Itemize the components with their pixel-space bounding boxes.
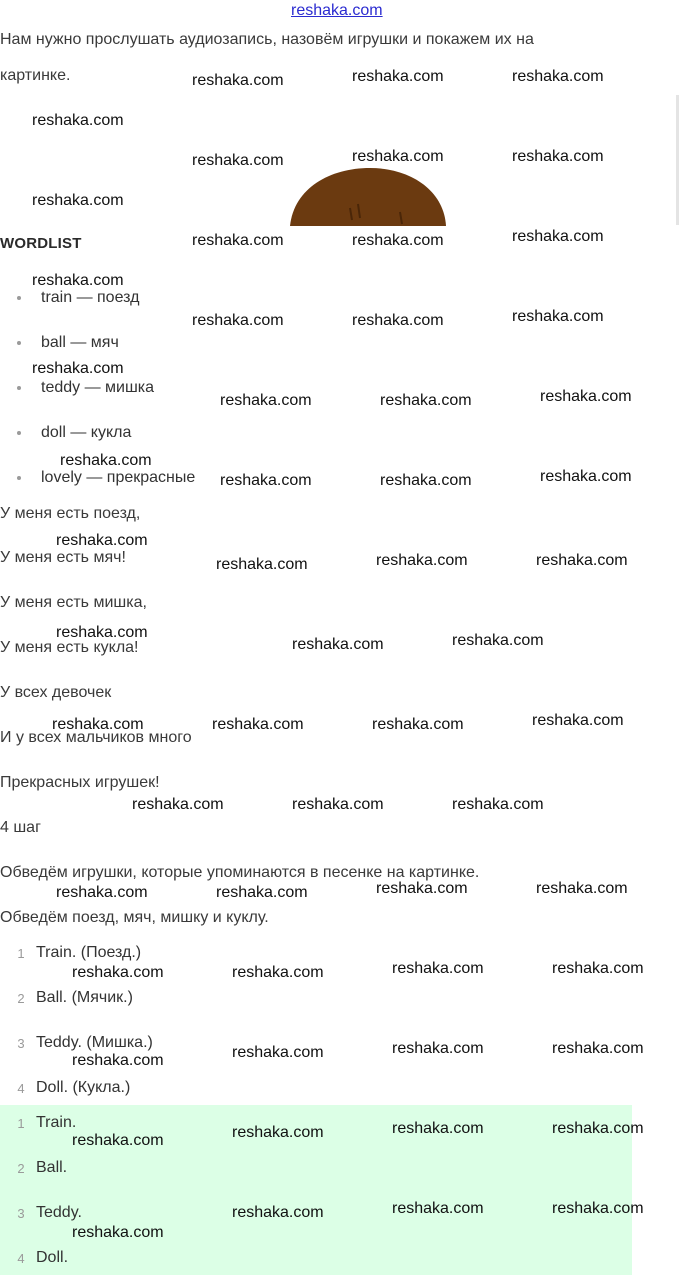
bullet [17, 296, 21, 300]
divider [676, 95, 679, 225]
wordlist-item: train — поезд [41, 289, 140, 306]
answer-item: Teddy. [36, 1204, 82, 1221]
list-number: 2 [17, 1161, 25, 1176]
intro-line-1: Нам нужно прослушать аудиозапись, назовём игрушки и покажем их на [0, 31, 534, 48]
watermark: reshaka.com [352, 232, 444, 249]
list-number: 3 [17, 1206, 25, 1221]
watermark: reshaka.com [512, 148, 604, 165]
list-number: 1 [17, 1116, 25, 1131]
watermark: reshaka.com [352, 148, 444, 165]
watermark: reshaka.com [192, 152, 284, 169]
watermark: reshaka.com [372, 716, 464, 733]
watermark: reshaka.com [380, 472, 472, 489]
site-link[interactable]: reshaka.com [291, 2, 383, 19]
watermark: reshaka.com [52, 716, 144, 733]
watermark: reshaka.com [536, 880, 628, 897]
watermark: reshaka.com [352, 312, 444, 329]
song-line: У меня есть кукла! [0, 639, 139, 656]
watermark: reshaka.com [512, 68, 604, 85]
step-title: 4 шаг [0, 819, 41, 836]
watermark: reshaka.com [292, 636, 384, 653]
bullet [17, 476, 21, 480]
wordlist-item: teddy — мишка [41, 379, 155, 396]
watermark: reshaka.com [220, 472, 312, 489]
watermark: reshaka.com [60, 452, 152, 469]
song-line: У всех девочек [0, 684, 112, 701]
wordlist-item: ball — мяч [41, 334, 119, 351]
watermark: reshaka.com [56, 624, 148, 641]
watermark: reshaka.com [232, 1204, 324, 1221]
watermark: reshaka.com [292, 796, 384, 813]
watermark: reshaka.com [216, 884, 308, 901]
watermark: reshaka.com [132, 796, 224, 813]
watermark: reshaka.com [392, 1120, 484, 1137]
watermark: reshaka.com [232, 1044, 324, 1061]
watermark: reshaka.com [72, 964, 164, 981]
watermark: reshaka.com [32, 272, 124, 289]
bullet [17, 341, 21, 345]
watermark: reshaka.com [532, 712, 624, 729]
watermark: reshaka.com [552, 1040, 644, 1057]
watermark: reshaka.com [512, 308, 604, 325]
watermark: reshaka.com [540, 468, 632, 485]
watermark: reshaka.com [72, 1052, 164, 1069]
list-item: Doll. (Кукла.) [36, 1079, 131, 1096]
wordlist-title: WORDLIST [0, 235, 82, 252]
watermark: reshaka.com [192, 232, 284, 249]
watermark: reshaka.com [352, 68, 444, 85]
watermark: reshaka.com [220, 392, 312, 409]
watermark: reshaka.com [212, 716, 304, 733]
list-number: 1 [17, 946, 25, 961]
watermark: reshaka.com [512, 228, 604, 245]
answer-item: Ball. [36, 1159, 68, 1176]
list-item: Teddy. (Мишка.) [36, 1034, 153, 1051]
watermark: reshaka.com [380, 392, 472, 409]
answer-item: Doll. [36, 1249, 69, 1266]
answer-item: Train. [36, 1114, 77, 1131]
song-line: У меня есть мишка, [0, 594, 147, 611]
song-line: И у всех мальчиков много [0, 729, 192, 746]
watermark: reshaka.com [56, 884, 148, 901]
list-number: 4 [17, 1251, 25, 1266]
list-number: 2 [17, 991, 25, 1006]
watermark: reshaka.com [192, 312, 284, 329]
watermark: reshaka.com [232, 1124, 324, 1141]
watermark: reshaka.com [72, 1132, 164, 1149]
watermark: reshaka.com [552, 960, 644, 977]
watermark: reshaka.com [376, 880, 468, 897]
song-line: Прекрасных игрушек! [0, 774, 160, 791]
watermark: reshaka.com [392, 960, 484, 977]
watermark: reshaka.com [192, 72, 284, 89]
watermark: reshaka.com [540, 388, 632, 405]
song-line: У меня есть мяч! [0, 549, 126, 566]
watermark: reshaka.com [376, 552, 468, 569]
watermark: reshaka.com [392, 1200, 484, 1217]
watermark: reshaka.com [452, 632, 544, 649]
watermark: reshaka.com [72, 1224, 164, 1241]
watermark: reshaka.com [216, 556, 308, 573]
bullet [17, 386, 21, 390]
wordlist-item: doll — кукла [41, 424, 132, 441]
watermark: reshaka.com [32, 360, 124, 377]
watermark: reshaka.com [32, 112, 124, 129]
watermark: reshaka.com [392, 1040, 484, 1057]
toy-picture-fragment [290, 168, 446, 226]
watermark: reshaka.com [452, 796, 544, 813]
watermark: reshaka.com [552, 1120, 644, 1137]
list-item: Train. (Поезд.) [36, 944, 142, 961]
list-number: 3 [17, 1036, 25, 1051]
watermark: reshaka.com [232, 964, 324, 981]
intro-line-2: картинке. [0, 67, 71, 84]
bullet [17, 431, 21, 435]
step-line-2: Обведём поезд, мяч, мишку и куклу. [0, 909, 269, 926]
wordlist-item: lovely — прекрасные [41, 469, 196, 486]
list-item: Ball. (Мячик.) [36, 989, 133, 1006]
watermark: reshaka.com [32, 192, 124, 209]
watermark: reshaka.com [536, 552, 628, 569]
list-number: 4 [17, 1081, 25, 1096]
song-line: У меня есть поезд, [0, 505, 141, 522]
watermark: reshaka.com [552, 1200, 644, 1217]
step-line-1: Обведём игрушки, которые упоминаются в песенке на картинке. [0, 864, 480, 881]
watermark: reshaka.com [56, 532, 148, 549]
